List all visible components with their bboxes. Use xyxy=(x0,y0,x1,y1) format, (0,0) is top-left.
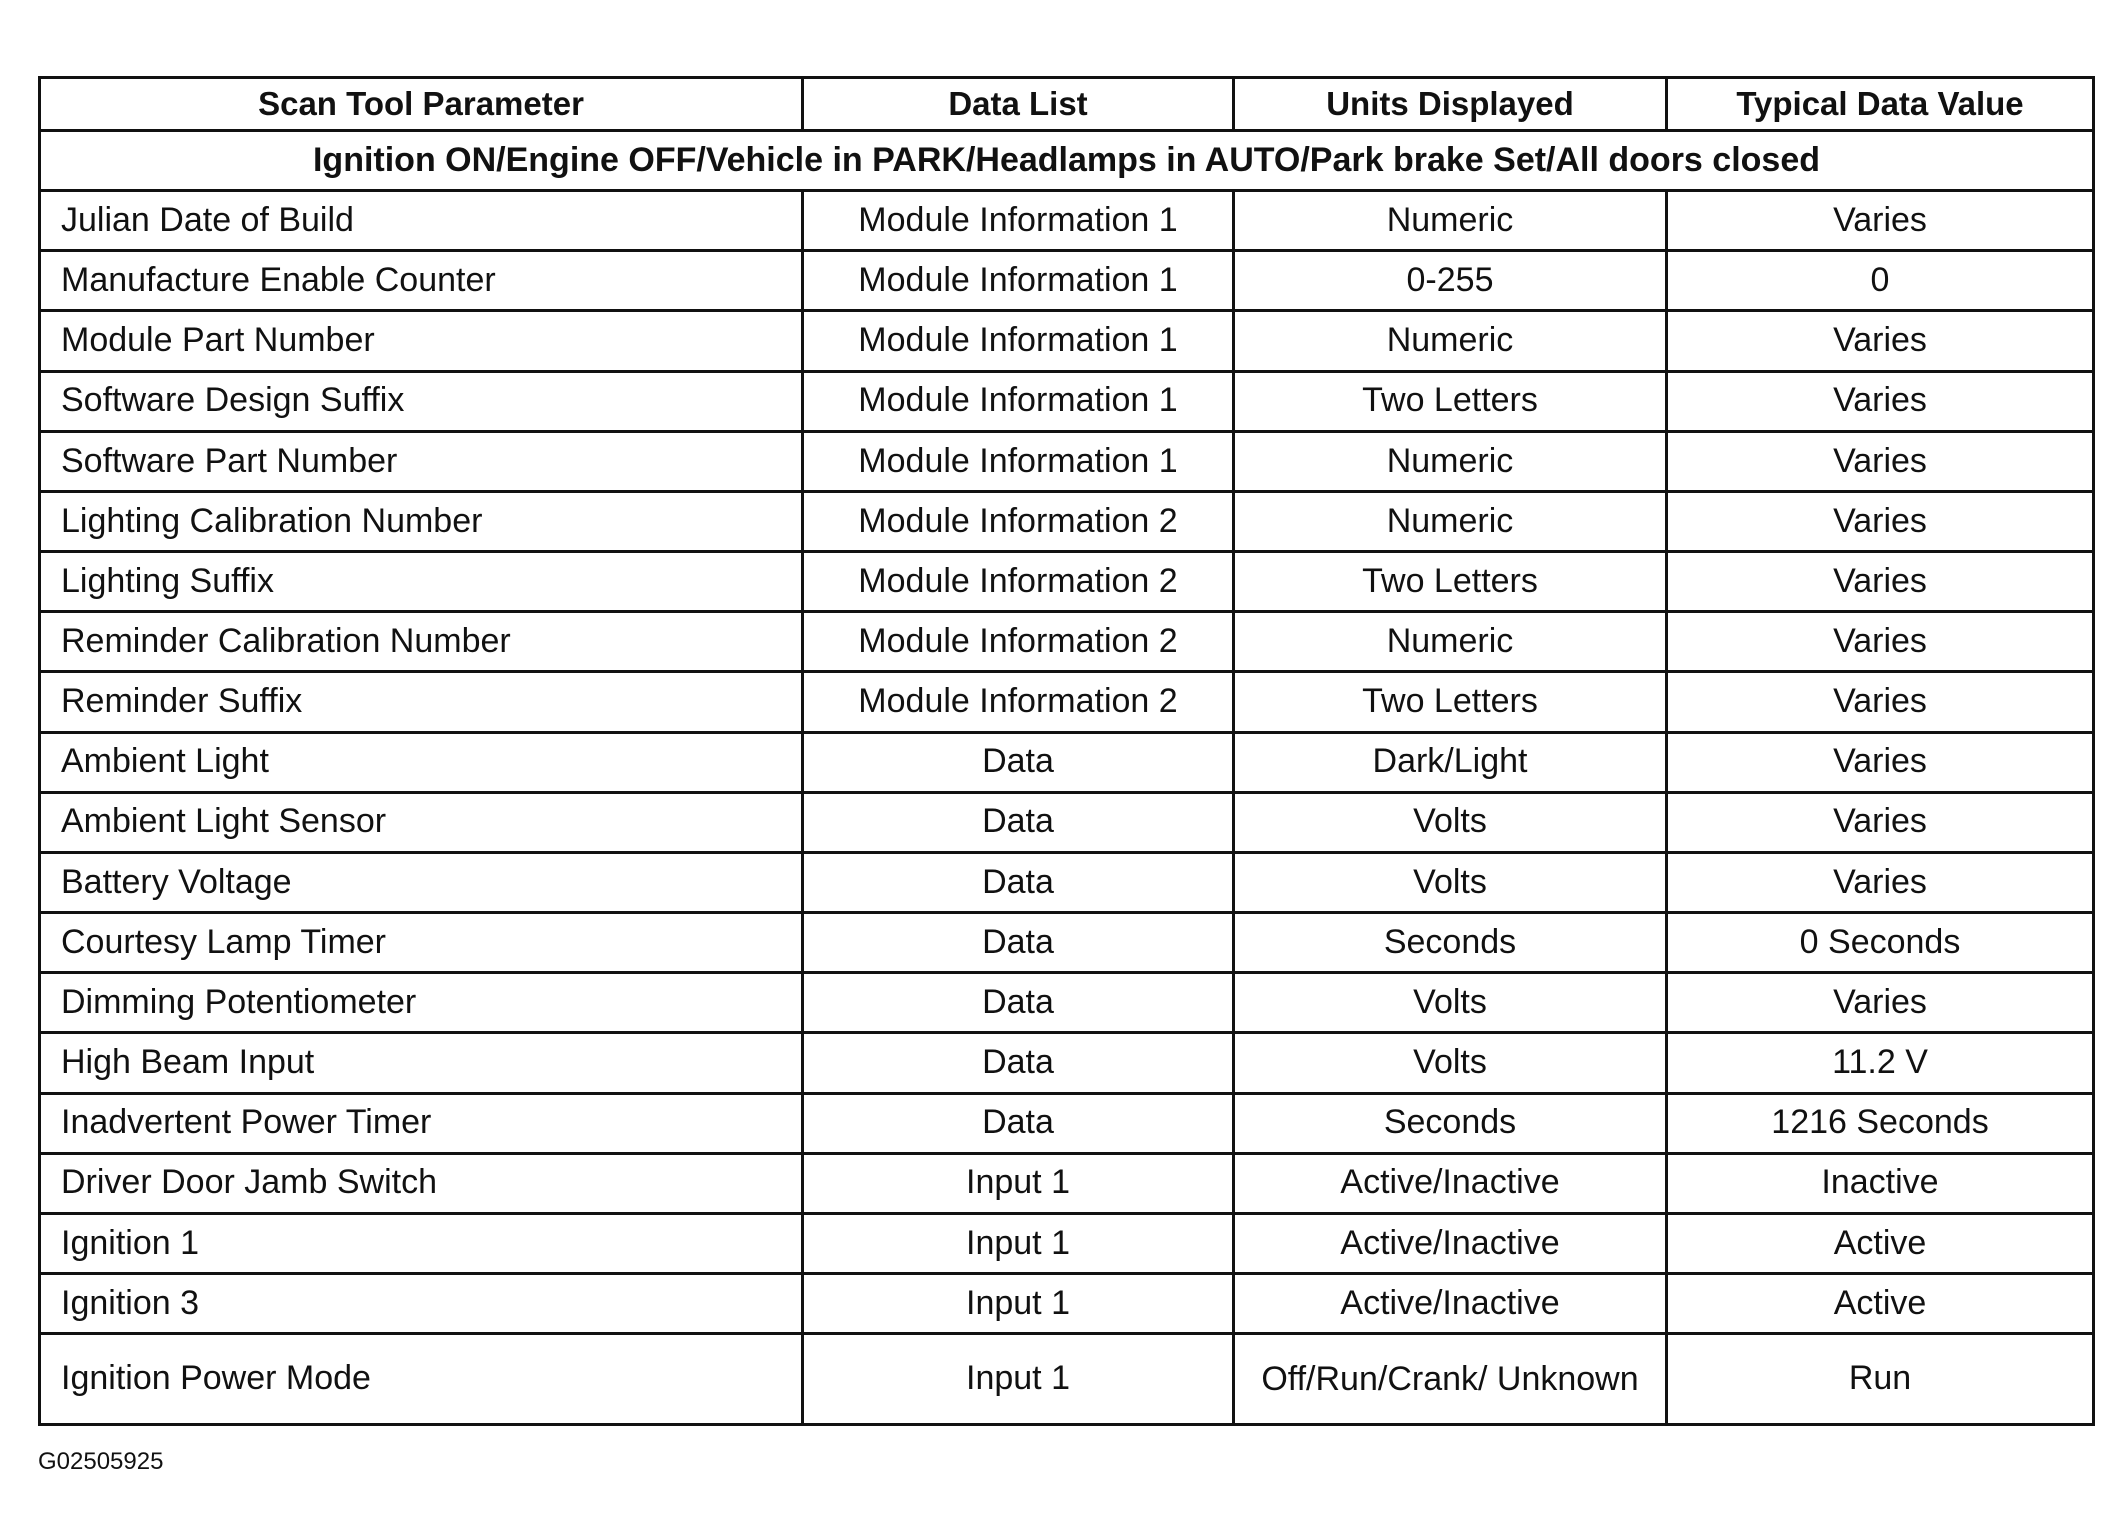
data-list-cell: Input 1 xyxy=(803,1153,1234,1213)
units-cell: Active/Inactive xyxy=(1234,1273,1667,1333)
table-row xyxy=(40,1153,2094,1213)
data-list-cell: Module Information 1 xyxy=(803,251,1234,311)
table-row xyxy=(40,491,2094,551)
units-cell: Off/Run/Crank/ Unknown xyxy=(1234,1334,1667,1425)
table-row xyxy=(40,191,2094,251)
table-row xyxy=(40,672,2094,732)
parameter-cell: Driver Door Jamb Switch xyxy=(40,1153,803,1213)
data-list-cell: Module Information 2 xyxy=(803,672,1234,732)
parameter-cell: Julian Date of Build xyxy=(40,191,803,251)
data-list-cell: Module Information 2 xyxy=(803,612,1234,672)
typical-value-cell: 1216 Seconds xyxy=(1667,1093,2094,1153)
units-cell: Seconds xyxy=(1234,913,1667,973)
units-cell: Volts xyxy=(1234,792,1667,852)
parameter-cell: Reminder Suffix xyxy=(40,672,803,732)
typical-value-cell: Varies xyxy=(1667,431,2094,491)
parameter-cell: Module Part Number xyxy=(40,311,803,371)
table-body xyxy=(40,131,2094,1425)
typical-value-cell: Varies xyxy=(1667,792,2094,852)
parameter-cell: Ignition 3 xyxy=(40,1273,803,1333)
parameter-cell: Ignition Power Mode xyxy=(40,1334,803,1425)
table-row xyxy=(40,431,2094,491)
data-list-cell: Module Information 1 xyxy=(803,311,1234,371)
units-cell: Numeric xyxy=(1234,311,1667,371)
typical-value-cell: 11.2 V xyxy=(1667,1033,2094,1093)
units-cell: Two Letters xyxy=(1234,672,1667,732)
data-list-cell: Module Information 2 xyxy=(803,491,1234,551)
typical-value-cell: Varies xyxy=(1667,612,2094,672)
table-row xyxy=(40,1213,2094,1273)
table-row xyxy=(40,311,2094,371)
typical-value-cell: Run xyxy=(1667,1334,2094,1425)
parameter-cell: Dimming Potentiometer xyxy=(40,973,803,1033)
header-units-displayed: Units Displayed xyxy=(1234,78,1667,131)
parameter-cell: Ambient Light Sensor xyxy=(40,792,803,852)
parameter-cell: Battery Voltage xyxy=(40,852,803,912)
typical-value-cell: Inactive xyxy=(1667,1153,2094,1213)
parameter-cell: Manufacture Enable Counter xyxy=(40,251,803,311)
table-row xyxy=(40,852,2094,912)
data-list-cell: Input 1 xyxy=(803,1273,1234,1333)
parameter-cell: Lighting Calibration Number xyxy=(40,491,803,551)
data-list-cell: Input 1 xyxy=(803,1334,1234,1425)
data-list-cell: Data xyxy=(803,973,1234,1033)
units-cell: Active/Inactive xyxy=(1234,1153,1667,1213)
data-list-cell: Data xyxy=(803,792,1234,852)
typical-value-cell: Varies xyxy=(1667,491,2094,551)
data-list-cell: Data xyxy=(803,913,1234,973)
typical-value-cell: Varies xyxy=(1667,672,2094,732)
table-row xyxy=(40,1273,2094,1333)
typical-value-cell: Varies xyxy=(1667,311,2094,371)
units-cell: Numeric xyxy=(1234,431,1667,491)
typical-value-cell: 0 xyxy=(1667,251,2094,311)
data-list-cell: Data xyxy=(803,1033,1234,1093)
parameter-cell: High Beam Input xyxy=(40,1033,803,1093)
parameter-cell: Software Part Number xyxy=(40,431,803,491)
typical-value-cell: Varies xyxy=(1667,371,2094,431)
units-cell: Numeric xyxy=(1234,612,1667,672)
data-list-cell: Data xyxy=(803,1093,1234,1153)
condition-row xyxy=(40,131,2094,191)
units-cell: Two Letters xyxy=(1234,371,1667,431)
typical-value-cell: 0 Seconds xyxy=(1667,913,2094,973)
parameter-cell: Ignition 1 xyxy=(40,1213,803,1273)
data-list-cell: Module Information 1 xyxy=(803,191,1234,251)
units-cell: Dark/Light xyxy=(1234,732,1667,792)
table-row xyxy=(40,251,2094,311)
units-cell: Active/Inactive xyxy=(1234,1213,1667,1273)
typical-value-cell: Varies xyxy=(1667,191,2094,251)
table-row xyxy=(40,552,2094,612)
data-list-cell: Module Information 1 xyxy=(803,431,1234,491)
units-cell: Volts xyxy=(1234,973,1667,1033)
units-cell: Two Letters xyxy=(1234,552,1667,612)
data-list-cell: Data xyxy=(803,852,1234,912)
table-row xyxy=(40,1033,2094,1093)
data-list-cell: Module Information 2 xyxy=(803,552,1234,612)
table-row xyxy=(40,1093,2094,1153)
typical-value-cell: Varies xyxy=(1667,973,2094,1033)
units-cell: 0-255 xyxy=(1234,251,1667,311)
figure-id: G02505925 xyxy=(38,1448,164,1475)
data-list-cell: Module Information 1 xyxy=(803,371,1234,431)
header-row xyxy=(40,78,2094,131)
test-condition: Ignition ON/Engine OFF/Vehicle in PARK/Headlamps in AUTO/Park brake Set/All doors closed xyxy=(40,131,2094,191)
parameter-cell: Reminder Calibration Number xyxy=(40,612,803,672)
parameter-cell: Lighting Suffix xyxy=(40,552,803,612)
table-row xyxy=(40,1334,2094,1425)
typical-value-cell: Active xyxy=(1667,1273,2094,1333)
typical-value-cell: Varies xyxy=(1667,552,2094,612)
units-cell: Volts xyxy=(1234,852,1667,912)
table-row xyxy=(40,913,2094,973)
header-data-list: Data List xyxy=(803,78,1234,131)
table-row xyxy=(40,371,2094,431)
parameter-cell: Software Design Suffix xyxy=(40,371,803,431)
header-scan-tool-parameter: Scan Tool Parameter xyxy=(40,78,803,131)
typical-value-cell: Active xyxy=(1667,1213,2094,1273)
data-list-cell: Data xyxy=(803,732,1234,792)
units-cell: Numeric xyxy=(1234,491,1667,551)
table-row xyxy=(40,732,2094,792)
units-cell: Seconds xyxy=(1234,1093,1667,1153)
units-cell: Numeric xyxy=(1234,191,1667,251)
parameter-cell: Courtesy Lamp Timer xyxy=(40,913,803,973)
table-row xyxy=(40,612,2094,672)
scan-tool-data-table xyxy=(38,76,2095,1426)
units-cell: Volts xyxy=(1234,1033,1667,1093)
table-row xyxy=(40,792,2094,852)
typical-value-cell: Varies xyxy=(1667,852,2094,912)
parameter-cell: Inadvertent Power Timer xyxy=(40,1093,803,1153)
table-row xyxy=(40,973,2094,1033)
parameter-cell: Ambient Light xyxy=(40,732,803,792)
typical-value-cell: Varies xyxy=(1667,732,2094,792)
header-typical-data-value: Typical Data Value xyxy=(1667,78,2094,131)
data-list-cell: Input 1 xyxy=(803,1213,1234,1273)
